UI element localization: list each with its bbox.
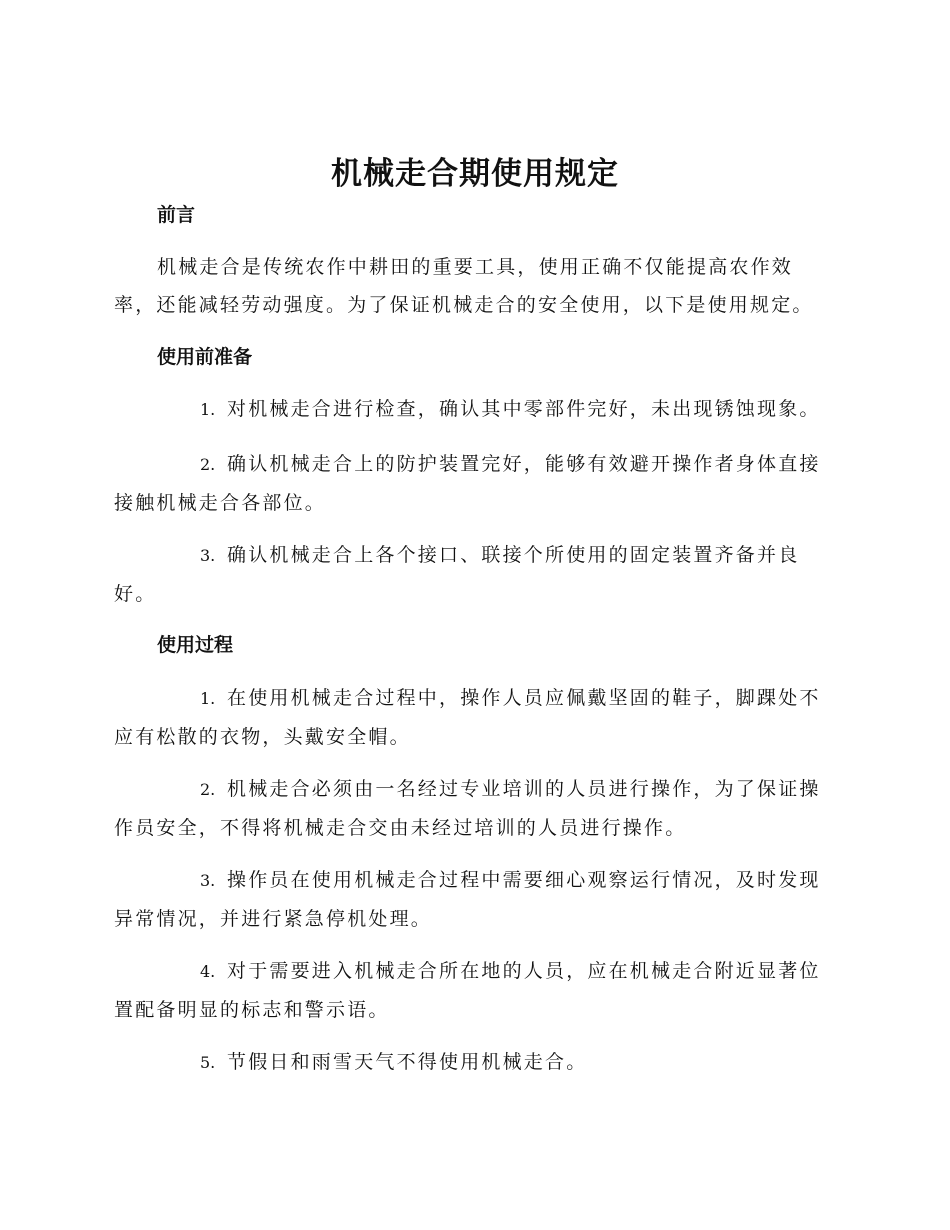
item-number: 3. (200, 546, 216, 565)
preparation-item-3 (114, 536, 834, 613)
usage-item-2 (114, 770, 834, 847)
document-title: 机械走合期使用规定 (331, 156, 619, 192)
item-text: 对机械走合进行检查，确认其中零部件完好，未出现锈蚀现象。 (227, 398, 821, 420)
item-text: 机械走合必须由一名经过专业培训的人员进行操作，为了保证操作员安全，不得将机械走合交由未经过培训的人员进行操作。 (114, 778, 821, 839)
item-number: 1. (200, 689, 216, 708)
preparation-item-2 (114, 445, 834, 522)
section-heading-preparation: 使用前准备 (157, 346, 253, 368)
item-number: 3. (200, 871, 216, 890)
item-number: 2. (200, 455, 216, 474)
section-heading-preface: 前言 (157, 204, 196, 226)
usage-item-5 (114, 1043, 834, 1082)
item-text: 对于需要进入机械走合所在地的人员，应在机械走合附近显著位置配备明显的标志和警示语。 (114, 960, 821, 1021)
item-text: 确认机械走合上各个接口、联接个所使用的固定装置齐备并良好。 (114, 544, 800, 605)
item-text: 确认机械走合上的防护装置完好，能够有效避开操作者身体直接接触机械走合各部位。 (114, 453, 821, 514)
item-text: 节假日和雨雪天气不得使用机械走合。 (227, 1051, 588, 1073)
item-number: 2. (200, 780, 216, 799)
item-text: 在使用机械走合过程中，操作人员应佩戴坚固的鞋子，脚踝处不应有松散的衣物，头戴安全帽。 (114, 687, 821, 748)
preface-paragraph: 机械走合是传统农作中耕田的重要工具，使用正确不仅能提高农作效率，还能减轻劳动强度。为了保证机械走合的安全使用，以下是使用规定。 (114, 256, 814, 316)
item-number: 5. (200, 1053, 216, 1072)
usage-item-3 (114, 861, 834, 938)
preparation-item-1 (114, 390, 834, 429)
usage-item-4 (114, 952, 834, 1029)
item-number: 1. (200, 400, 216, 419)
section-heading-usage: 使用过程 (157, 634, 234, 656)
usage-item-1 (114, 679, 834, 756)
item-text: 操作员在使用机械走合过程中需要细心观察运行情况，及时发现异常情况，并进行紧急停机处理。 (114, 869, 821, 930)
item-number: 4. (200, 962, 216, 981)
